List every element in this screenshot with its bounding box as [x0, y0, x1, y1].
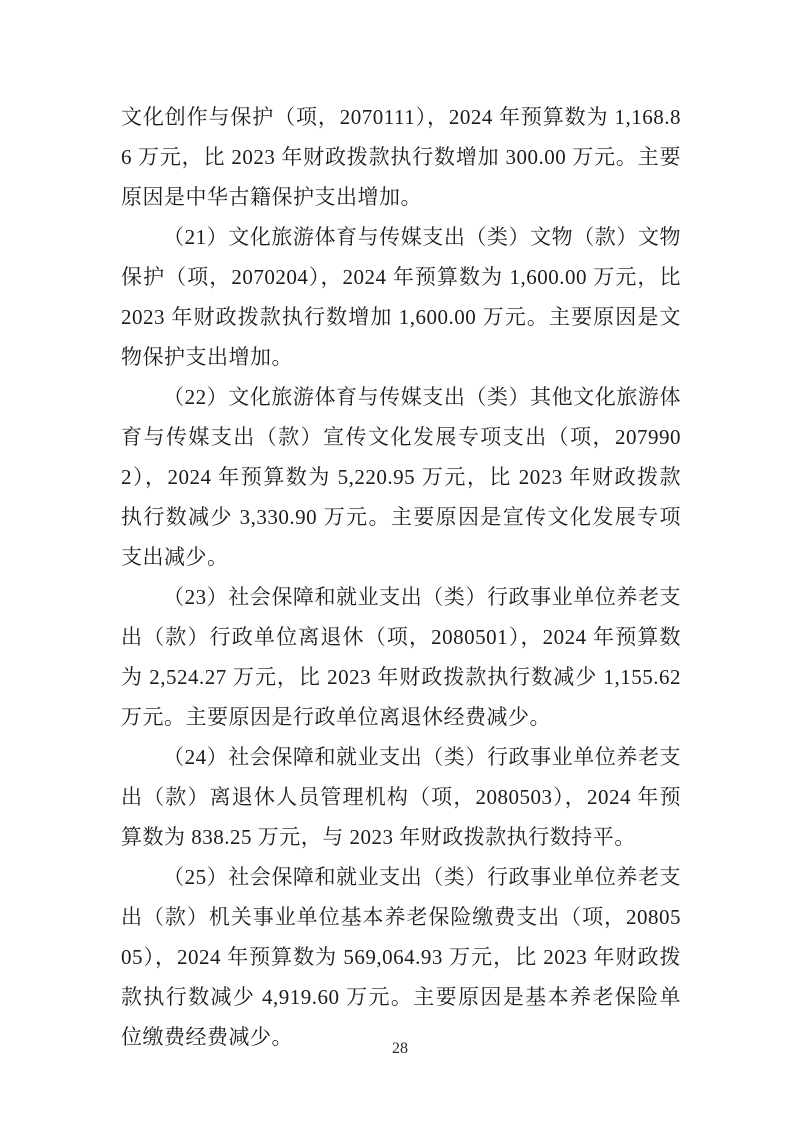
page-number: 28: [392, 1040, 408, 1057]
paragraph-item-23: （23）社会保障和就业支出（类）行政事业单位养老支出（款）行政单位离退休（项，2080501），2024 年预算数为 2,524.27 万元，比 2023 年财政拨款执行数减少 1,155.62 万元。主要原因是行政单位离退休经费减少。: [121, 585, 681, 729]
paragraph-item-21: （21）文化旅游体育与传媒支出（类）文物（款）文物保护（项，2070204），2024 年预算数为 1,600.00 万元，比 2023 年财政拨款执行数增加 1,600.00 万元。主要原因是文物保护支出增加。: [121, 225, 681, 369]
paragraph-item-25: （25）社会保障和就业支出（类）行政事业单位养老支出（款）机关事业单位基本养老保险缴费支出（项，2080505），2024 年预算数为 569,064.93 万元，比 2023 年财政拨款执行数减少 4,919.60 万元。主要原因是基本养老保险单位缴费经费减少。: [121, 865, 681, 1049]
document-body: [121, 97, 681, 1057]
paragraph-continuation: 文化创作与保护（项，2070111），2024 年预算数为 1,168.86 万元，比 2023 年财政拨款执行数增加 300.00 万元。主要原因是中华古籍保护支出增加。: [121, 105, 681, 209]
paragraph-item-22: （22）文化旅游体育与传媒支出（类）其他文化旅游体育与传媒支出（款）宣传文化发展专项支出（项，2079902），2024 年预算数为 5,220.95 万元，比 2023 年财政拨款执行数减少 3,330.90 万元。主要原因是宣传文化发展专项支出减少。: [121, 385, 681, 569]
paragraph-item-24: （24）社会保障和就业支出（类）行政事业单位养老支出（款）离退休人员管理机构（项，2080503），2024 年预算数为 838.25 万元，与 2023 年财政拨款执行数持平。: [121, 745, 681, 849]
